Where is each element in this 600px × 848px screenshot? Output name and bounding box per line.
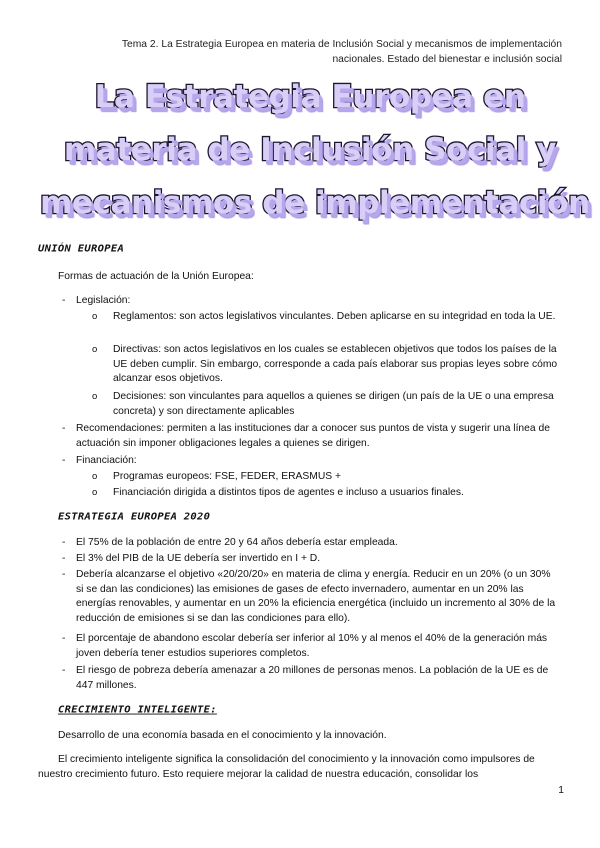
- section-heading-estrategia-2020: ESTRATEGIA EUROPEA 2020: [58, 511, 211, 523]
- circle-bullet: o: [92, 344, 98, 355]
- title-line-1: La Estrategia Europea en: [94, 79, 526, 115]
- list-item-legislacion: Legislación:: [76, 295, 131, 306]
- circle-bullet: o: [92, 391, 98, 402]
- circle-bullet: o: [92, 487, 98, 498]
- list-item-abandono: El porcentaje de abandono escolar debería ser inferior al 10% y al menos el 40% de la generación más joven debería tener estudios superiores completos.: [76, 633, 548, 659]
- dash-bullet: -: [62, 569, 66, 580]
- section-heading-union-europea: UNIÓN EUROPEA: [38, 243, 125, 255]
- sub-item-financiacion-dirigida: Financiación dirigida a distintos tipos de agentes e incluso a usuarios finales.: [113, 487, 464, 498]
- list-item-empleo: El 75% de la población de entre 20 y 64 años debería estar empleada.: [76, 537, 398, 548]
- sub-item-directivas: Directivas: son actos legislativos en los cuales se establecen objetivos que todos los países de la UE deben cumplir. Sin embargo, corresponde a cada país elaborar sus propias leyes sobre cómo alcanzar esos objetivos.: [113, 344, 558, 384]
- header-line-1: Tema 2. La Estrategia Europea en materia de Inclusión Social y mecanismos de implementación: [121, 39, 562, 50]
- list-item-recomendaciones: Recomendaciones: permiten a las instituciones dar a conocer sus puntos de vista y sugerir una línea de actuación sin imponer obligaciones legales a quienes se dirigen.: [76, 423, 550, 449]
- running-header: [42, 38, 562, 67]
- list-item-pobreza: El riesgo de pobreza debería amenazar a 20 millones de personas menos. La población de la UE es de 447 millones.: [76, 665, 549, 691]
- dash-bullet: -: [62, 665, 66, 676]
- header-line-2: nacionales. Estado del bienestar e inclusión social: [332, 53, 562, 65]
- dash-bullet: -: [62, 537, 66, 548]
- circle-bullet: o: [92, 471, 98, 482]
- intro-text: Formas de actuación de la Unión Europea:: [58, 271, 254, 282]
- paragraph-desarrollo: Desarrollo de una economía basada en el conocimiento y la innovación.: [58, 730, 387, 741]
- section-heading-crecimiento: CRECIMIENTO INTELIGENTE:: [58, 704, 217, 716]
- page-number: 1: [558, 785, 564, 796]
- dash-bullet: -: [62, 455, 66, 466]
- dash-bullet: -: [62, 633, 66, 644]
- circle-bullet: o: [92, 311, 98, 322]
- title-line-2: materia de Inclusión Social y: [63, 132, 557, 168]
- list-item-clima: Debería alcanzarse el objetivo «20/20/20» en materia de clima y energía. Reducir en un 20% (o un 30% si se dan las condiciones) las emisiones de gases de efecto invernadero, aumentar en un 20% las energías renovables, y aumentar en un 20% la eficiencia energética (incluido un incremento al 30% de la reducción de emisiones si se dan las condiciones para ello).: [76, 569, 556, 624]
- title-line-3: mecanismos de implementación: [40, 185, 590, 221]
- dash-bullet: -: [62, 295, 66, 306]
- sub-item-reglamentos: Reglamentos: son actos legislativos vinculantes. Deben aplicarse en su integridad en toda la UE.: [113, 311, 556, 322]
- sub-item-programas: Programas europeos: FSE, FEDER, ERASMUS +: [113, 471, 342, 482]
- dash-bullet: -: [62, 423, 66, 434]
- paragraph-crecimiento: El crecimiento inteligente significa la consolidación del conocimiento y la innovación como impulsores de nuestro crecimiento futuro. Esto requiere mejorar la calidad de nuestra educación, consolidar los: [38, 754, 535, 780]
- list-item-pib: El 3% del PIB de la UE debería ser invertido en I + D.: [76, 553, 321, 564]
- dash-bullet: -: [62, 553, 66, 564]
- sub-item-decisiones: Decisiones: son vinculantes para aquellos a quienes se dirigen (un país de la UE o una empresa concreta) y son directamente aplicables: [113, 391, 554, 417]
- list-item-financiacion: Financiación:: [76, 455, 137, 466]
